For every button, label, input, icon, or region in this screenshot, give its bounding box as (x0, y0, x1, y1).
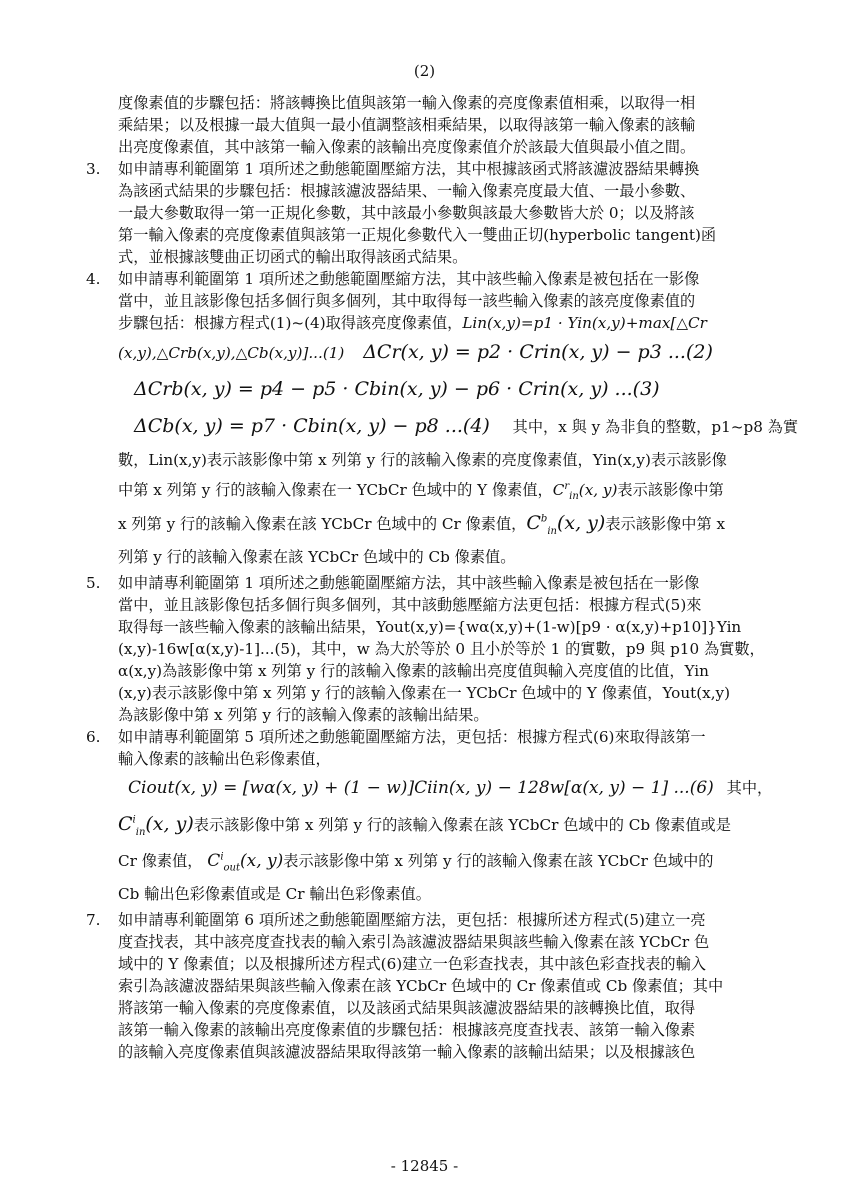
claim-number: 4. (86, 270, 101, 288)
equation-2: ΔCr(x, y) = p2 · Crin(x, y) − p3 ...(2) (363, 341, 713, 363)
text-line (118, 408, 799, 445)
text-fragment: 表示該影像中第 x 列第 y 行的該輸入像素在該 YCbCr 色域中的 Cb 像素值或是 (193, 816, 731, 834)
page-number-top: (2) (413, 62, 436, 80)
equation-3: ΔCrb(x, y) = p4 − p5 · Cbin(x, y) − p6 · Crin(x, y) ...(3) (134, 378, 660, 400)
text-line (118, 371, 766, 408)
claim-6 (86, 726, 773, 909)
text-fragment: x 列第 y 行的該輸入像素在該 YCbCr 色域中的 Cr 像素值， (118, 515, 527, 533)
text-line: Cb 輸出色彩像素值或是 Cr 輸出色彩像素值。 (118, 885, 431, 903)
claims-body (86, 92, 799, 1063)
text-fragment: 步驟包括：根據方程式(1)~(4)取得該亮度像素值， (118, 314, 463, 332)
text-line: 該第一輸入像素的該輸出亮度像素值的步驟包括：根據該亮度查找表、該第一輸入像素 (118, 1021, 696, 1039)
text-line: α(x,y)為該影像中第 x 列第 y 行的該輸入像素的該輸出亮度值與輸入亮度值的比值，Yin (118, 662, 709, 680)
text-line: 如申請專利範圍第 1 項所述之動態範圍壓縮方法，其中根據該函式將該濾波器結果轉換 (118, 160, 700, 178)
text-line: 當中，並且該影像包括多個行與多個列，其中取得每一該些輸入像素的該亮度像素值的 (118, 292, 696, 310)
claim-number: 3. (86, 160, 101, 178)
text-line (118, 770, 773, 806)
text-line: 當中，並且該影像包括多個行與多個列，其中該動態壓縮方法更包括：根據方程式(5)來 (118, 596, 702, 614)
text-line: 如申請專利範圍第 1 項所述之動態範圍壓縮方法，其中該些輸入像素是被包括在一影像 (118, 270, 700, 288)
equation-6: Ciout(x, y) = [wα(x, y) + (1 − w)]Ciin(x, y) − 128w[α(x, y) − 1] ...(6) (128, 778, 714, 798)
text-line: (x,y)-16w[α(x,y)-1]...(5)，其中，w 為大於等於 0 且小於等於 1 的實數，p9 與 p10 為實數， (118, 640, 765, 658)
text-line: 第一輸入像素的亮度像素值與該第一正規化參數代入一雙曲正切(hyperbolic tangent)函 (118, 226, 717, 244)
text-line: $C^i_{in}(x$, y)表示該影像中第 x 列第 y 行的該輸入像素在該 YCbCr 色域中的 Cb 像素值或是 (118, 813, 731, 838)
text-line: 如申請專利範圍第 6 項所述之動態範圍壓縮方法，更包括：根據所述方程式(5)建立一亮 (118, 911, 706, 929)
text-line: 索引為該濾波器結果與該些輸入像素在該 YCbCr 色域中的 Cr 像素值或 Cb 像素值；其中 (118, 977, 724, 995)
text-line: 出亮度像素值，其中該第一輸入像素的該輸出亮度像素值介於該最大值與最小值之間。 (118, 138, 696, 156)
text-line: 域中的 Y 像素值；以及根據所述方程式(6)建立一色彩查找表，其中該色彩查找表的輸入 (118, 955, 706, 973)
page-number-bottom: - 12845 - (390, 1157, 459, 1175)
claim-3 (86, 158, 766, 268)
text-line: 中第 x 列第 y 行的該輸入像素在一 YCbCr 色域中的 Y 像素值，$C^r_{in}(x$, y)表示該影像中第 (118, 480, 724, 503)
text-line (118, 312, 766, 334)
text-line: 為該影像中第 x 列第 y 行的該輸入像素的該輸出結果。 (118, 706, 489, 724)
equation-4: ΔCb(x, y) = p7 · Cbin(x, y) − p8 ...(4) (134, 415, 490, 437)
text-line: 取得每一該些輸入像素的該輸出結果，Yout(x,y)={wα(x,y)+(1-w)[p9 · α(x,y)+p10]}Yin (118, 618, 742, 636)
text-line: x 列第 y 行的該輸入像素在該 YCbCr 色域中的 Cr 像素值，$C^b_{in}(x$, y)表示該影像中第 x (118, 512, 726, 537)
text-line: 為該函式結果的步驟包括：根據該濾波器結果、一輸入像素亮度最大值、一最小參數、 (118, 182, 696, 200)
text-line: 將該第一輸入像素的亮度像素值，以及該函式結果與該濾波器結果的該轉換比值，取得 (118, 999, 696, 1017)
text-fragment: 表示該影像中第 x (605, 515, 726, 533)
claim-4 (86, 268, 799, 572)
text-line: 數，Lin(x,y)表示該影像中第 x 列第 y 行的該輸入像素的亮度像素值，Yin(x,y)表示該影像 (118, 451, 727, 469)
text-line: 乘結果；以及根據一最大值與一最小值調整該相乘結果，以取得該第一輸入像素的該輸 (118, 116, 696, 134)
text-line: (x,y)表示該影像中第 x 列第 y 行的該輸入像素在一 YCbCr 色域中的 Y 像素值，Yout(x,y) (118, 684, 731, 702)
text-line: 式，並根據該雙曲正切函式的輸出取得該函式結果。 (118, 248, 468, 266)
text-line: 度查找表，其中該亮度查找表的輸入索引為該濾波器結果與該些輸入像素在該 YCbCr 色 (118, 933, 710, 951)
text-line: 列第 y 行的該輸入像素在該 YCbCr 色域中的 Cb 像素值。 (118, 548, 516, 566)
text-fragment: 其中， (726, 779, 773, 797)
claim-number: 6. (86, 728, 101, 746)
text-line (118, 334, 766, 371)
text-line: 一最大參數取得一第一正規化參數，其中該最小參數與該最大參數皆大於 0；以及將該 (118, 204, 695, 222)
claim-7 (86, 909, 766, 1063)
claim-number: 5. (86, 574, 101, 592)
claim-2-continuation (86, 92, 766, 158)
text-line: 的該輸入亮度像素值與該濾波器結果取得該第一輸入像素的該輸出結果；以及根據該色 (118, 1043, 696, 1061)
text-fragment: Cr 像素值， (118, 852, 203, 870)
text-line: 如申請專利範圍第 5 項所述之動態範圍壓縮方法，更包括：根據方程式(6)來取得該第一 (118, 728, 706, 746)
text-fragment: 中第 x 列第 y 行的該輸入像素在一 YCbCr 色域中的 Y 像素值， (118, 481, 553, 499)
claim-5 (86, 572, 766, 726)
text-fragment: 其中，x 與 y 為非負的整數，p1~p8 為實 (512, 418, 799, 436)
text-fragment: 表示該影像中第 x 列第 y 行的該輸入像素在該 YCbCr 色域中的 (283, 852, 714, 870)
text-line: 如申請專利範圍第 1 項所述之動態範圍壓縮方法，其中該些輸入像素是被包括在一影像 (118, 574, 700, 592)
equation-1-start: Lin(x,y)=p1 · Yin(x,y)+max[△Cr (462, 314, 707, 332)
equation-1-end: (x,y),△Crb(x,y),△Cb(x,y)]...(1) (118, 344, 345, 362)
text-fragment: 表示該影像中第 (617, 481, 724, 499)
text-line: Cr 像素值， $C^i_{out}(x$, y)表示該影像中第 x 列第 y 行的該輸入像素在該 YCbCr 色域中的 (118, 851, 714, 874)
claim-number: 7. (86, 911, 101, 929)
text-line: 輸入像素的該輸出色彩像素值， (118, 750, 331, 768)
text-line: 度像素值的步驟包括：將該轉換比值與該第一輸入像素的亮度像素值相乘，以取得一相 (118, 94, 696, 112)
